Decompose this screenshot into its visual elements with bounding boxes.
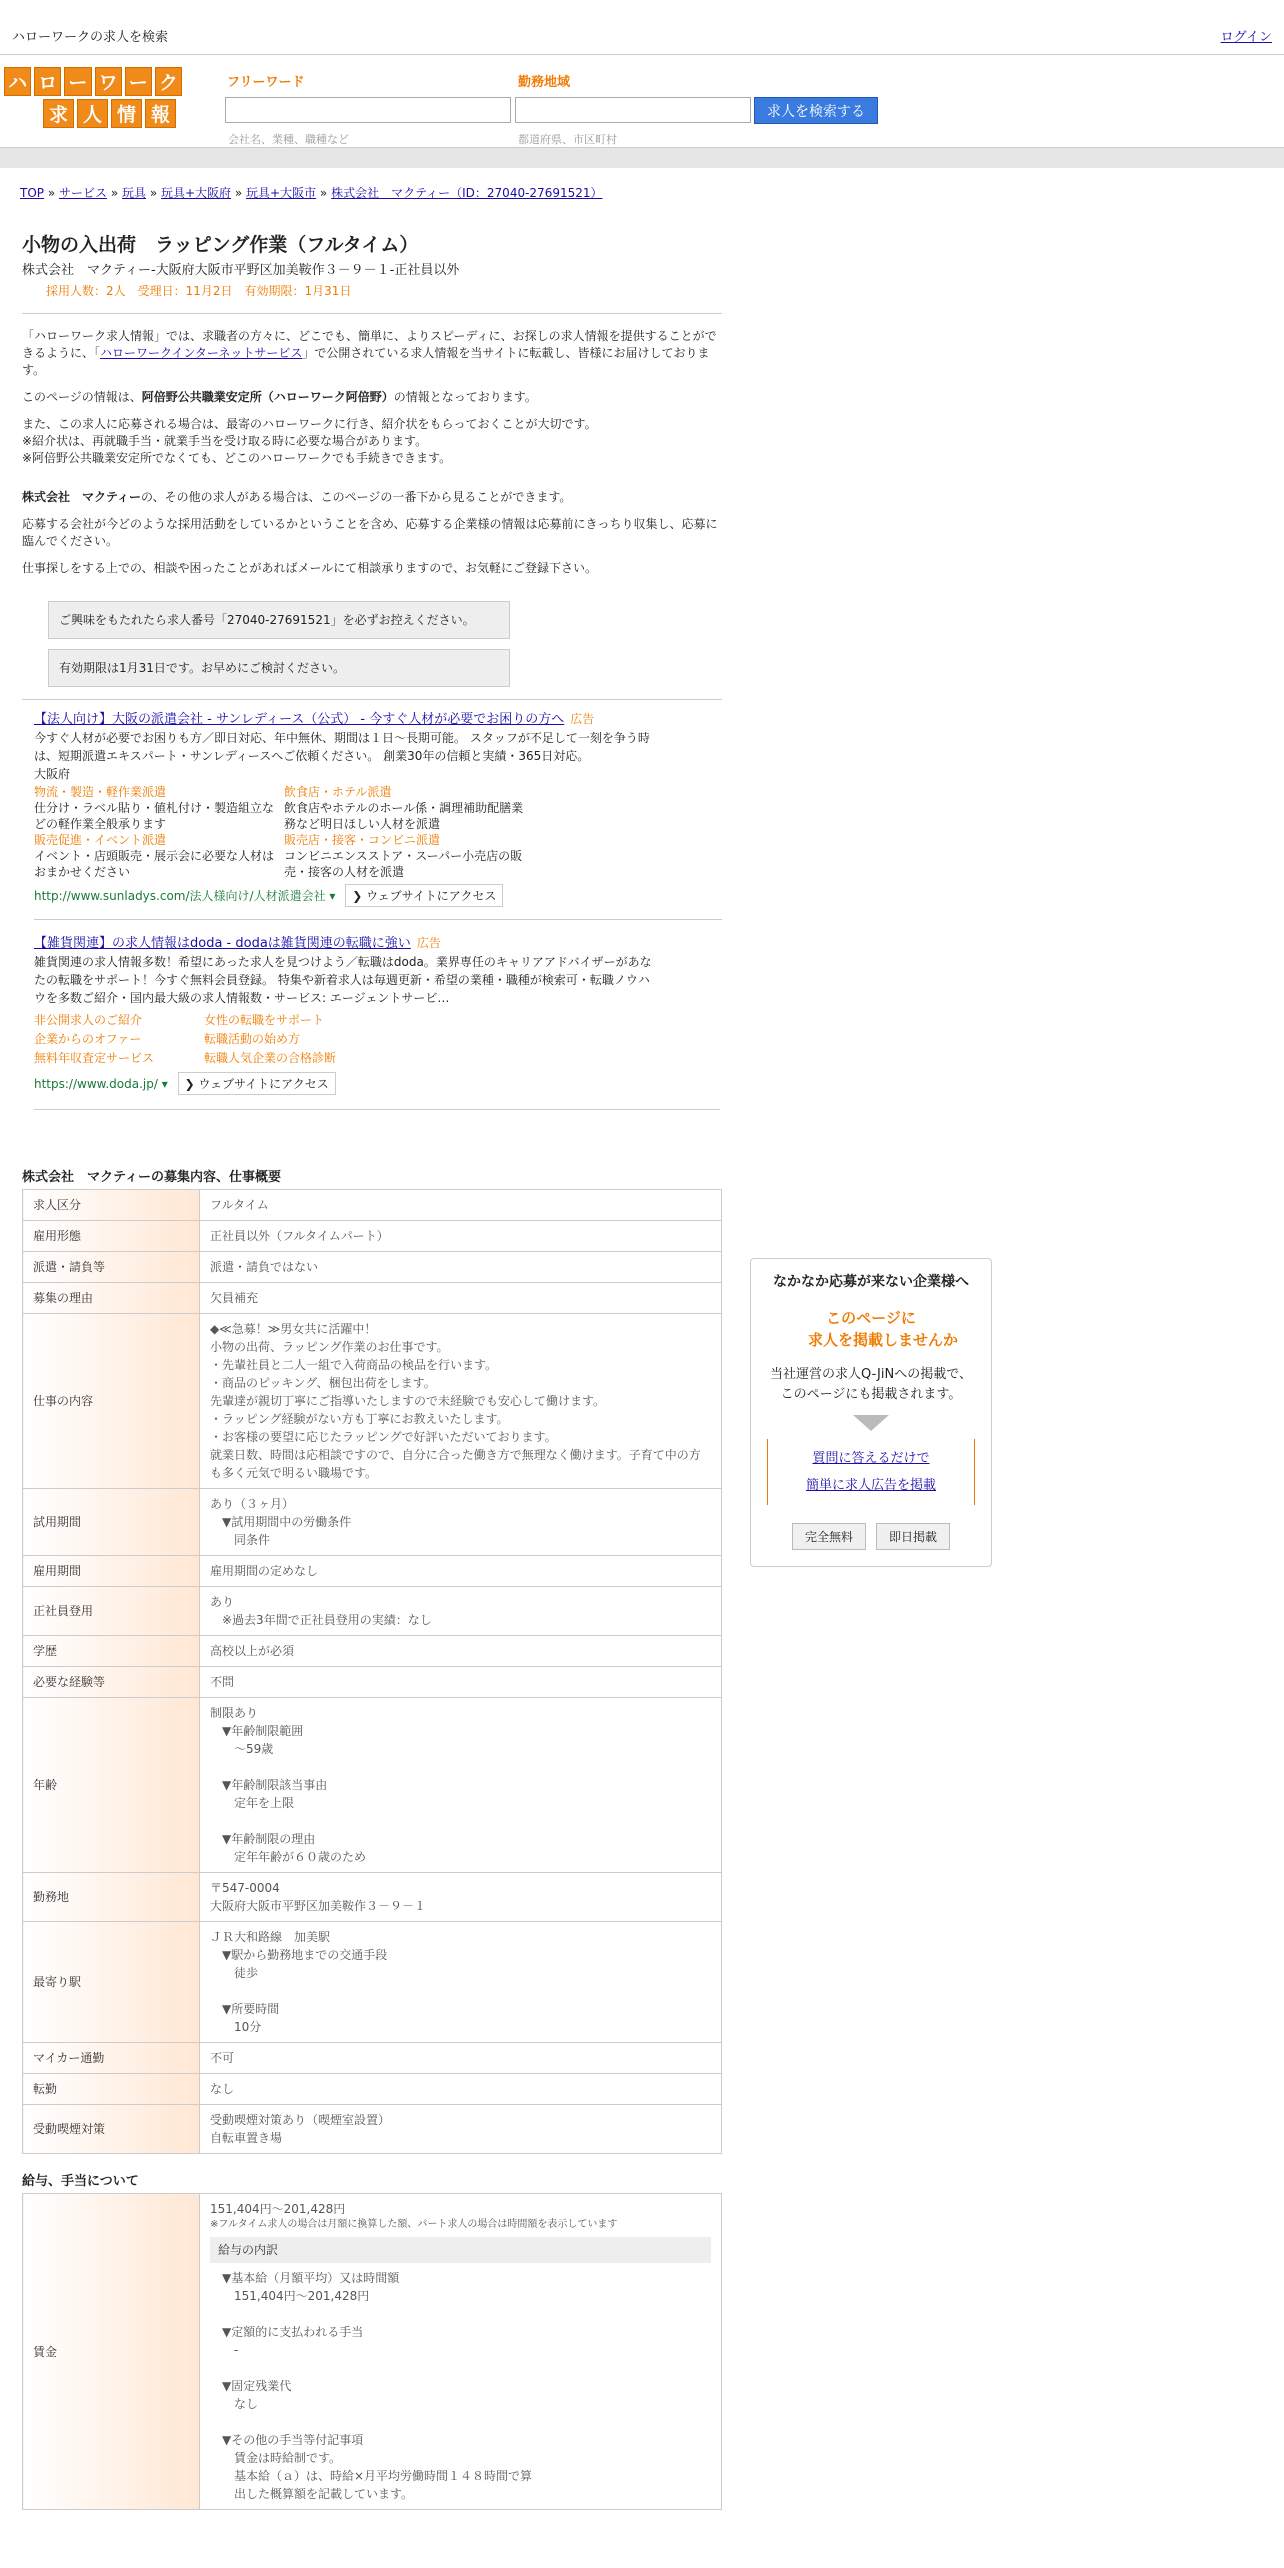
row-value: 不可 bbox=[200, 2043, 722, 2074]
ad-badge: 広告 bbox=[570, 712, 595, 726]
row-key: 賃金 bbox=[23, 2194, 200, 2510]
wage-range: 151,404円〜201,428円 bbox=[210, 2202, 346, 2216]
job-number-notice: ご興味をもたれたら求人番号「27040-27691521」を必ずお控えください。 bbox=[48, 601, 510, 639]
row-value: 受動喫煙対策あり（喫煙室設置） 自転車置き場 bbox=[200, 2105, 722, 2154]
intro-text: の情報となっております。 bbox=[393, 390, 537, 404]
breadcrumb: TOP » サービス » 玩具 » 玩具+大阪府 » 玩具+大阪市 » 株式会社 マクティー（ID：27040-27691521） bbox=[20, 186, 603, 200]
ad-sitelink-title[interactable]: 転職人気企業の合格診断 bbox=[204, 1051, 337, 1065]
logo-char: 人 bbox=[77, 99, 108, 128]
panel-offer-line: 求人を掲載しませんか bbox=[807, 1331, 958, 1349]
ad-sitelinks bbox=[34, 1011, 724, 1068]
table-row bbox=[23, 2194, 722, 2510]
same-day-button[interactable]: 即日掲載 bbox=[876, 1523, 950, 1550]
row-key: 正社員登用 bbox=[23, 1587, 200, 1636]
row-value: 欠員補充 bbox=[200, 1283, 722, 1314]
down-arrow-icon bbox=[853, 1415, 889, 1431]
row-key: 雇用形態 bbox=[23, 1221, 200, 1252]
row-key: 勤務地 bbox=[23, 1873, 200, 1922]
logo-char: ク bbox=[155, 67, 182, 96]
table-row bbox=[23, 1252, 722, 1283]
wage-breakdown-heading: 給与の内訳 bbox=[210, 2237, 711, 2263]
logo-char: ー bbox=[64, 67, 91, 96]
row-value: 高校以上が必須 bbox=[200, 1636, 722, 1667]
ad-block bbox=[34, 932, 724, 1095]
ad-url[interactable]: http://www.sunladys.com/法人様向け/人材派遣会社 bbox=[34, 889, 326, 903]
ad-sitelink-title[interactable]: 企業からのオファー bbox=[34, 1032, 142, 1046]
ad-sitelinks bbox=[34, 784, 724, 880]
row-key: 求人区分 bbox=[23, 1190, 200, 1221]
job-subtitle: 株式会社 マクティー-大阪府大阪市平野区加美鞍作３－９－１-正社員以外 bbox=[22, 263, 460, 278]
ad-sitelink-desc: 仕分け・ラベル貼り・値札付け・製造組立などの軽作業全般承ります bbox=[34, 801, 275, 831]
intro-text: の、その他の求人がある場合は、このページの一番下から見ることができます。 bbox=[141, 490, 572, 504]
site-title: ハローワークの求人を検索 bbox=[12, 30, 169, 45]
search-button[interactable]: 求人を検索する bbox=[754, 97, 878, 124]
breadcrumb-company[interactable]: 株式会社 マクティー（ID：27040-27691521） bbox=[331, 186, 603, 200]
wage-table bbox=[22, 2193, 722, 2510]
row-key: 派遣・請負等 bbox=[23, 1252, 200, 1283]
visit-website-button[interactable]: ❯ ウェブサイトにアクセス bbox=[345, 884, 503, 907]
freeword-hint: 会社名、業種、職種など bbox=[228, 133, 349, 146]
row-key: 試用期間 bbox=[23, 1489, 200, 1556]
top-bar bbox=[0, 0, 1284, 55]
job-title: 小物の入出荷 ラッピング作業（フルタイム） bbox=[22, 234, 419, 256]
table-row bbox=[23, 1667, 722, 1698]
row-value: 正社員以外（フルタイムパート） bbox=[200, 1221, 722, 1252]
panel-cta-link[interactable]: 質問に答えるだけで bbox=[812, 1451, 930, 1466]
row-key: 必要な経験等 bbox=[23, 1667, 200, 1698]
intro-paragraph: 仕事探しをする上での、相談や困ったことがあればメールにて相談承りますので、お気軽にご登録下さい。 bbox=[22, 561, 598, 575]
hellowork-logo[interactable] bbox=[4, 67, 182, 125]
ad-sitelink-title[interactable]: 無料年収査定サービス bbox=[34, 1051, 155, 1065]
divider-strip bbox=[0, 147, 1284, 168]
ad-badge: 広告 bbox=[416, 936, 441, 950]
panel-offer bbox=[751, 1307, 991, 1351]
row-key: 最寄り駅 bbox=[23, 1922, 200, 2043]
ad-sitelink-desc: イベント・店頭販売・展示会に必要な人材はおまかせください bbox=[34, 849, 275, 879]
row-value: あり ※過去3年間で正社員登用の実績：なし bbox=[200, 1587, 722, 1636]
row-value: 不問 bbox=[200, 1667, 722, 1698]
intro-text: 」で公開されている求人情報を当サイトに転載し、皆様にお届けしております。 bbox=[22, 346, 710, 377]
ad-sitelink[interactable] bbox=[284, 784, 534, 832]
intro-paragraph bbox=[22, 489, 722, 506]
table-row bbox=[23, 2074, 722, 2105]
breadcrumb-toy-osaka-pref[interactable]: 玩具+大阪府 bbox=[161, 186, 232, 200]
advertiser-panel bbox=[750, 1258, 992, 1567]
breadcrumb-toy[interactable]: 玩具 bbox=[122, 186, 147, 200]
ad-sitelink-title[interactable]: 転職活動の始め方 bbox=[204, 1032, 301, 1046]
logo-char: ロ bbox=[34, 67, 61, 96]
ad-description: 雑貨関連の求人情報多数！希望にあった求人を見つけよう／転職はdoda。業界専任のキャリアアドバイザーがあなたの転職をサポート！今すぐ無料会員登録。 特集や新着求人は毎週更新・希望の業種・職種が検索可・転職ノウハウを多数ご紹介・国内最大級の求人情報数・サービス: エージェントサービ… bbox=[34, 955, 652, 1005]
visit-website-button[interactable]: ❯ ウェブサイトにアクセス bbox=[178, 1072, 336, 1095]
panel-offer-line: このページに bbox=[826, 1309, 916, 1327]
row-value: 派遣・請負ではない bbox=[200, 1252, 722, 1283]
row-value: あり（３ヶ月） ▼試用期間中の労働条件 同条件 bbox=[200, 1489, 722, 1556]
panel-heading: なかなか応募が来ない企業様へ bbox=[773, 1274, 969, 1290]
freeword-input[interactable] bbox=[225, 97, 511, 123]
table-row bbox=[23, 1489, 722, 1556]
ad-url-row: https://www.doda.jp/ ▾ ❯ ウェブサイトにアクセス bbox=[34, 1072, 724, 1095]
divider bbox=[22, 313, 722, 314]
ad-sitelink-title[interactable]: 販売促進・イベント派遣 bbox=[34, 833, 167, 847]
panel-buttons bbox=[751, 1523, 991, 1550]
expiry-notice: 有効期限は1月31日です。お早めにご検討ください。 bbox=[48, 649, 510, 687]
breadcrumb-toy-osaka-city[interactable]: 玩具+大阪市 bbox=[246, 186, 317, 200]
breadcrumb-service[interactable]: サービス bbox=[59, 186, 108, 200]
panel-cta-link[interactable]: 簡単に求人広告を掲載 bbox=[805, 1478, 936, 1493]
table-row bbox=[23, 1873, 722, 1922]
row-value: ◆≪急募！≫男女共に活躍中！ 小物の出荷、ラッピング作業のお仕事です。 ・先輩社員と二人一組で入荷商品の検品を行います。 ・商品のピッキング、梱包出荷をします。 先輩達が親切丁寧にご指導いたしますので未経験でも安心して働けます。 ・ラッピング経験がない方も丁寧にお教えいたします。 ・お客様の要望に応じたラッピングで好評いただいております。 就業日数、時間は応相談ですので、自分に合った働き方で無理なく働けます。子育て中の方も多く元気で明るい職場です。 bbox=[200, 1314, 722, 1489]
ad-location: 大阪府 bbox=[34, 767, 71, 781]
free-button[interactable]: 完全無料 bbox=[792, 1523, 866, 1550]
ad-sitelink-title[interactable]: 女性の転職をサポート bbox=[204, 1013, 325, 1027]
visit-website-label: ウェブサイトにアクセス bbox=[366, 889, 497, 903]
breadcrumb-top[interactable]: TOP bbox=[20, 186, 45, 200]
ad-sitelink-title[interactable]: 飲食店・ホテル派遣 bbox=[284, 785, 392, 799]
spec-table bbox=[22, 1189, 722, 2154]
wage-note: ※フルタイム求人の場合は月額に換算した額、パート求人の場合は時間額を表示しています bbox=[210, 2219, 618, 2230]
main-content bbox=[22, 220, 722, 2510]
logo-char: 情 bbox=[111, 99, 142, 128]
row-value: 雇用期間の定めなし bbox=[200, 1556, 722, 1587]
table-row bbox=[23, 1283, 722, 1314]
logo-char: 報 bbox=[145, 99, 176, 128]
row-value bbox=[200, 2194, 722, 2510]
table-row bbox=[23, 1556, 722, 1587]
company-name: 株式会社 マクティー bbox=[22, 490, 142, 504]
row-key: 転勤 bbox=[23, 2074, 200, 2105]
table-row bbox=[23, 1636, 722, 1667]
row-key: 仕事の内容 bbox=[23, 1314, 200, 1489]
freeword-label: フリーワード bbox=[227, 75, 305, 90]
divider bbox=[34, 919, 722, 920]
wage-section-title: 給与、手当について bbox=[22, 2174, 139, 2189]
area-input[interactable] bbox=[515, 97, 751, 123]
ad-url-row: http://www.sunladys.com/法人様向け/人材派遣会社 ▾ ❯ ウェブサイトにアクセス bbox=[34, 884, 724, 907]
search-bar bbox=[0, 55, 1284, 147]
ad-sitelink[interactable] bbox=[34, 784, 284, 832]
ad-title-link[interactable]: 【雑貨関連】の求人情報はdoda - dodaは雑貨関連の転職に強い bbox=[34, 936, 411, 951]
row-value: 制限あり ▼年齢制限範囲 〜59歳 ▼年齢制限該当事由 定年を上限 ▼年齢制限の理由 定年年齢が６０歳のため bbox=[200, 1698, 722, 1873]
login-link[interactable]: ログイン bbox=[1220, 30, 1272, 45]
hellowork-internet-link[interactable]: ハローワークインターネットサービス bbox=[100, 346, 303, 360]
ad-sitelink-title[interactable]: 販売店・接客・コンビニ派遣 bbox=[284, 833, 441, 847]
job-meta: 採用人数：2人 受理日：11月2日 有効期限：1月31日 bbox=[46, 284, 352, 298]
ad-sitelink[interactable] bbox=[34, 832, 284, 880]
ad-sitelink-desc: 飲食店やホテルのホール係・調理補助配膳業務など明日ほしい人材を派遣 bbox=[284, 801, 524, 831]
table-row bbox=[23, 2105, 722, 2154]
ad-sitelink-desc: コンビニエンスストア・スーパー小売店の販売・接客の人材を派遣 bbox=[284, 849, 523, 879]
row-key: 雇用期間 bbox=[23, 1556, 200, 1587]
panel-body-line: 当社運営の求人Q-JiNへの掲載で、 bbox=[770, 1367, 972, 1382]
table-row bbox=[23, 1314, 722, 1489]
panel-body-line: このページにも掲載されます。 bbox=[780, 1387, 962, 1402]
ad-block bbox=[34, 708, 724, 907]
row-value: ＪＲ大和路線 加美駅 ▼駅から勤務地までの交通手段 徒歩 ▼所要時間 10分 bbox=[200, 1922, 722, 2043]
row-key: 募集の理由 bbox=[23, 1283, 200, 1314]
table-row bbox=[23, 1922, 722, 2043]
area-label: 勤務地域 bbox=[518, 75, 571, 90]
intro-text: 「ハローワーク求人情報」では、求職者の方々に、どこでも、簡単に、よりスピーディに、お探しの求人情報を提供することができるように、「 bbox=[22, 329, 717, 360]
table-row bbox=[23, 2043, 722, 2074]
row-key: マイカー通勤 bbox=[23, 2043, 200, 2074]
row-value: なし bbox=[200, 2074, 722, 2105]
office-name: 阿倍野公共職業安定所（ハローワーク阿倍野） bbox=[141, 390, 394, 404]
row-key: 受動喫煙対策 bbox=[23, 2105, 200, 2154]
divider bbox=[22, 699, 722, 700]
intro-paragraph: 応募する会社が今どのような採用活動をしているかということを含め、応募する企業様の情報は応募前にきっちり収集し、応募に臨んでください。 bbox=[22, 517, 718, 548]
ad-url[interactable]: https://www.doda.jp/ bbox=[34, 1077, 158, 1091]
row-key: 年齢 bbox=[23, 1698, 200, 1873]
logo-char: 求 bbox=[43, 99, 74, 128]
logo-char: ハ bbox=[4, 67, 31, 96]
table-row bbox=[23, 1190, 722, 1221]
ad-description: 今すぐ人材が必要でお困りも方／即日対応、年中無休、期間は１日～長期可能。 スタッフが不足して一刻を争う時は、短期派遣エキスパート・サンレディースへご依頼ください。 創業30年の信頼と実績・365日対応。 bbox=[34, 731, 650, 763]
area-hint: 都道府県、市区町村 bbox=[518, 133, 617, 146]
ad-sitelink-title[interactable]: 非公開求人のご紹介 bbox=[34, 1013, 143, 1027]
row-value: 〒547-0004 大阪府大阪市平野区加美鞍作３－９－１ bbox=[200, 1873, 722, 1922]
row-key: 学歴 bbox=[23, 1636, 200, 1667]
ad-sitelink-title[interactable]: 物流・製造・軽作業派遣 bbox=[34, 785, 167, 799]
logo-char: ー bbox=[125, 67, 152, 96]
ad-title-link[interactable]: 【法人向け】大阪の派遣会社 - サンレディース（公式） - 今すぐ人材が必要でお困りの方へ bbox=[34, 712, 565, 727]
table-row bbox=[23, 1221, 722, 1252]
table-row bbox=[23, 1698, 722, 1873]
panel-body bbox=[751, 1365, 991, 1405]
intro-paragraph: また、この求人に応募される場合は、最寄のハローワークに行き、紹介状をもらっておくことが大切です。 ※紹介状は、再就職手当・就業手当を受け取る時に必要な場合があります。 ※阿倍野公共職業安定所でなくても、どこのハローワークでも手続きできます。 bbox=[22, 417, 597, 465]
row-value: フルタイム bbox=[200, 1190, 722, 1221]
intro-paragraph bbox=[22, 389, 722, 406]
intro-text: このページの情報は、 bbox=[22, 390, 142, 404]
intro bbox=[22, 328, 722, 577]
ad-sitelink[interactable] bbox=[284, 832, 534, 880]
visit-website-label: ウェブサイトにアクセス bbox=[198, 1077, 329, 1091]
wage-breakdown: ▼基本給（月額平均）又は時間額 151,404円〜201,428円 ▼定額的に支払われる手当 - ▼固定残業代 なし ▼その他の手当等付記事項 賃金は時給制です。 基本給（ａ）は、時給×月平均労働時間１４８時間で算 出した概算額を記載しています。 bbox=[222, 2271, 533, 2501]
logo-char: ワ bbox=[95, 67, 122, 96]
intro-paragraph bbox=[22, 328, 722, 379]
panel-cta bbox=[767, 1439, 975, 1505]
table-row bbox=[23, 1587, 722, 1636]
spec-section-title: 株式会社 マクティーの募集内容、仕事概要 bbox=[22, 1170, 281, 1185]
